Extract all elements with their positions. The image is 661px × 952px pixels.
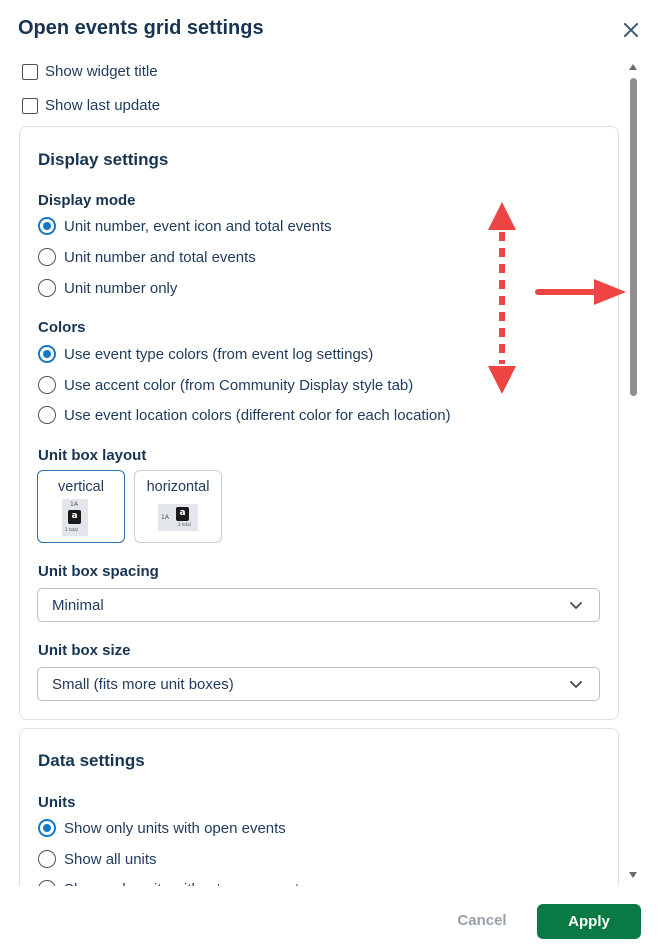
scrollbar[interactable]: [626, 60, 640, 886]
unit-box-size-select[interactable]: [37, 667, 600, 701]
apply-button[interactable]: Apply: [537, 904, 641, 939]
display-mode-option-icon-total[interactable]: [38, 217, 332, 235]
colors-option-label: Use event location colors (different color for each location): [64, 406, 451, 424]
display-settings-title: Display settings: [38, 150, 169, 169]
data-settings-title: Data settings: [38, 751, 145, 770]
preview-total: 2 total: [65, 527, 78, 532]
display-mode-option-label: Unit number only: [64, 279, 178, 297]
display-mode-radio[interactable]: [38, 248, 56, 266]
unit-box-layout-label: Unit box layout: [38, 447, 147, 464]
scroll-up-icon[interactable]: [629, 64, 637, 70]
colors-option-accent[interactable]: [38, 376, 413, 394]
display-mode-option-unit-only[interactable]: [38, 279, 177, 297]
show-last-update-option[interactable]: [22, 97, 160, 114]
unit-box-size-value: Small (fits more unit boxes): [52, 676, 234, 693]
units-option-all[interactable]: [38, 850, 157, 868]
layout-option-horizontal-label: horizontal: [146, 479, 210, 495]
preview-unit-number: 1A: [70, 501, 78, 508]
display-mode-label: Display mode: [38, 192, 136, 209]
display-mode-radio[interactable]: [38, 217, 56, 235]
unit-box-spacing-value: Minimal: [52, 597, 104, 614]
close-icon: [618, 17, 644, 43]
unit-box-spacing-select[interactable]: [37, 588, 600, 622]
layout-option-horizontal[interactable]: [134, 470, 222, 543]
settings-scroll-area[interactable]: [0, 58, 661, 886]
cancel-button[interactable]: Cancel: [457, 912, 507, 929]
show-last-update-checkbox[interactable]: [22, 98, 38, 114]
scrollbar-thumb[interactable]: [630, 78, 637, 396]
horizontal-layout-preview: [158, 504, 198, 531]
colors-radio[interactable]: [38, 345, 56, 363]
units-option-open-events[interactable]: [38, 819, 286, 837]
chevron-down-icon: [569, 678, 583, 692]
colors-radio[interactable]: [38, 406, 56, 424]
show-widget-title-label: Show widget title: [45, 63, 158, 80]
unit-box-spacing-label: Unit box spacing: [38, 563, 159, 580]
units-radio[interactable]: [38, 850, 56, 868]
unit-box-size-label: Unit box size: [38, 642, 131, 659]
colors-option-location[interactable]: [38, 406, 451, 424]
show-widget-title-checkbox[interactable]: [22, 64, 38, 80]
colors-option-event-type[interactable]: [38, 345, 373, 363]
preview-unit-number: 1A: [161, 514, 169, 521]
colors-option-label: Use accent color (from Community Display style tab): [64, 376, 414, 394]
layout-option-vertical-label: vertical: [58, 479, 104, 495]
amazon-icon: a: [176, 507, 189, 521]
show-widget-title-option[interactable]: [22, 63, 158, 80]
colors-option-label: Use event type colors (from event log settings): [64, 345, 374, 363]
display-settings-card: [19, 126, 619, 720]
scroll-down-icon[interactable]: [629, 872, 637, 878]
colors-radio[interactable]: [38, 376, 56, 394]
layout-option-vertical[interactable]: [37, 470, 125, 543]
units-option-label: Show only units with open events: [64, 819, 286, 837]
display-mode-option-total[interactable]: [38, 248, 256, 266]
units-label: Units: [38, 794, 76, 811]
dialog-footer: [0, 886, 661, 952]
show-last-update-label: Show last update: [45, 97, 161, 114]
close-button[interactable]: [618, 17, 644, 43]
dialog-header: [0, 0, 661, 58]
dialog-title: Open events grid settings: [18, 17, 264, 39]
units-radio[interactable]: [38, 819, 56, 837]
colors-label: Colors: [38, 319, 86, 336]
display-mode-option-label: Unit number, event icon and total events: [64, 217, 332, 235]
display-mode-option-label: Unit number and total events: [64, 248, 256, 266]
preview-total: 2 total: [178, 522, 191, 527]
chevron-down-icon: [569, 599, 583, 613]
amazon-icon: a: [68, 510, 81, 524]
display-mode-radio[interactable]: [38, 279, 56, 297]
vertical-layout-preview: [62, 499, 88, 536]
units-option-label: Show all units: [64, 850, 157, 868]
